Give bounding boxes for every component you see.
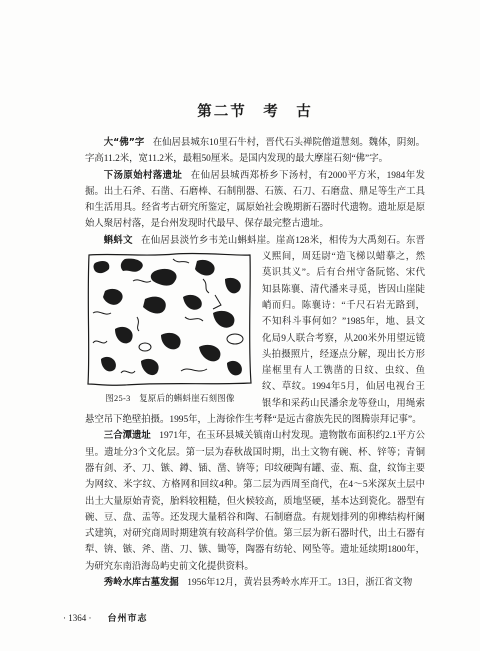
- entry-xiuling-tomb: [85, 575, 425, 591]
- entry-heading: 蝌蚪文: [103, 234, 133, 246]
- carving-mark: [183, 295, 202, 310]
- carving-mark: [101, 357, 116, 371]
- carving-mark: [151, 269, 177, 286]
- rock-carving-drawing: [85, 251, 253, 387]
- carving-line: [93, 341, 107, 343]
- carving-line: [227, 334, 243, 344]
- carving-mark: [143, 297, 166, 314]
- figure-caption: 图25-3 复原后的蝌蚪崖石刻图像: [105, 394, 235, 404]
- entry-dafozi: [85, 135, 425, 168]
- entry-kedouwen: [85, 233, 425, 429]
- carving-mark: [227, 361, 242, 375]
- entry-text: 在仙居县城东10里石牛村，晋代石头禅院僧道慧刻。魏体，阴刻。字高11.2米，宽11.2米，最粗50厘米。是国内发现的最大摩崖石刻“佛”字。: [85, 138, 425, 165]
- carving-mark: [115, 327, 133, 343]
- entry-heading: 大“佛”字: [103, 137, 145, 148]
- carving-line: [139, 343, 151, 351]
- carving-mark: [199, 345, 220, 361]
- carving-line: [93, 312, 111, 314]
- entry-heading: 三合潭遗址: [103, 430, 151, 442]
- carving-line: [173, 259, 189, 263]
- carving-line: [185, 317, 203, 321]
- entry-text: 在仙居县城西郑桥乡下汤村，有2000平方米，1984年发掘。出土石斧、石凿、石磨棒、石制削器、石簇、石刀、石磨盘、鼎足等生产工具和生活用具。经省考古研究所鉴定，属原始社会晚期新石器时代遗物。遗址原是原始人聚居村落，是台州发现时代最早、保存最完整古遗址。: [85, 170, 425, 230]
- carving-mark: [195, 260, 215, 276]
- carving-mark: [94, 261, 110, 273]
- carving-line: [133, 280, 151, 282]
- carving-mark: [161, 333, 181, 349]
- entry-xiatang-site: [85, 168, 425, 233]
- carving-mark: [225, 278, 241, 293]
- figure-rock-carving: [85, 249, 255, 411]
- carving-mark: [103, 289, 123, 305]
- book-title: 台州市志: [107, 614, 148, 624]
- carving-line: [137, 317, 139, 331]
- entry-sanhetan-site: [85, 428, 425, 575]
- page-body: [85, 135, 425, 591]
- carving-line: [121, 371, 135, 373]
- entry-text: 1956年12月，黄岩县秀岭水库开工。13日，浙江省文物: [187, 578, 413, 589]
- carving-mark: [141, 359, 159, 375]
- carving-line: [203, 279, 209, 293]
- section-title: 第二节 考 古: [197, 104, 313, 120]
- entry-heading: 下汤原始村落遗址: [103, 169, 183, 181]
- carving-mark: [213, 311, 234, 328]
- entry-heading: 秀岭水库古墓发掘: [103, 577, 179, 589]
- carving-line: [181, 369, 207, 371]
- page-footer: [63, 612, 148, 625]
- entry-text: 1971年，在玉环县城关镇南山村发现。遗物散布面积约2.1平方公里。遗址分3个文化层。第一层为春秋战国时期，出土文物有碗、杯、锌等；青铜器有剑、矛、刀、镞、鐏、锸、凿、锛等；印纹硬陶有罐、壶、瓶、盘，纹饰主要为网纹、米字纹、方格网和回纹4种。第二层为西周至商代，在4～5米深灰土层中出土大量原始青瓷，胎料较粗糙，但火候较高，质地坚硬，基本达到瓷化。器型有碗、豆、盘、盂等。还发现大量稻谷和陶、石制磨盘。有规划排列的卯榫结构杆阑式建筑，对研究商周时期建筑有较高科学价值。第三层为新石器时代，出土石器有犁、锛、镞、斧、凿、刀、镞、锄等，陶器有纺轮、网坠等。遗址延续期1800年，为研究东南沿海岛屿史前文化提供资料。: [85, 431, 425, 572]
- carving-line: [213, 295, 221, 309]
- entry-text: 在仙居县淡竹乡韦羌山蝌蚪崖。崖高128米，相传为大禹刻石。东晋义熙间，周廷尉“造飞梯以蜡摹之，然莫识其义”。后有台州守备阮铭、宋代知县陈襄、清代潘来寻觅，皆因山崖陡峭而归。陈襄诗：“千尺石岩无路到，不知科斗事何如？”1985年，地、县文化局9人联合考察，从200米外用望远镜头拍摄照片，经逐点分解，现出长方形崖框里有人工镌凿的日纹、虫纹、鱼纹、草纹。1994年5月，仙居电视台王银华和采药山民潘余龙等登山，用绳索悬空吊下绝壁拍摄。1995年，上海徐作生考释“是远古畲族先民的图腾崇拜记事”。: [85, 235, 425, 426]
- page-number: · 1364 ·: [63, 613, 92, 623]
- carving-mark: [121, 259, 143, 272]
